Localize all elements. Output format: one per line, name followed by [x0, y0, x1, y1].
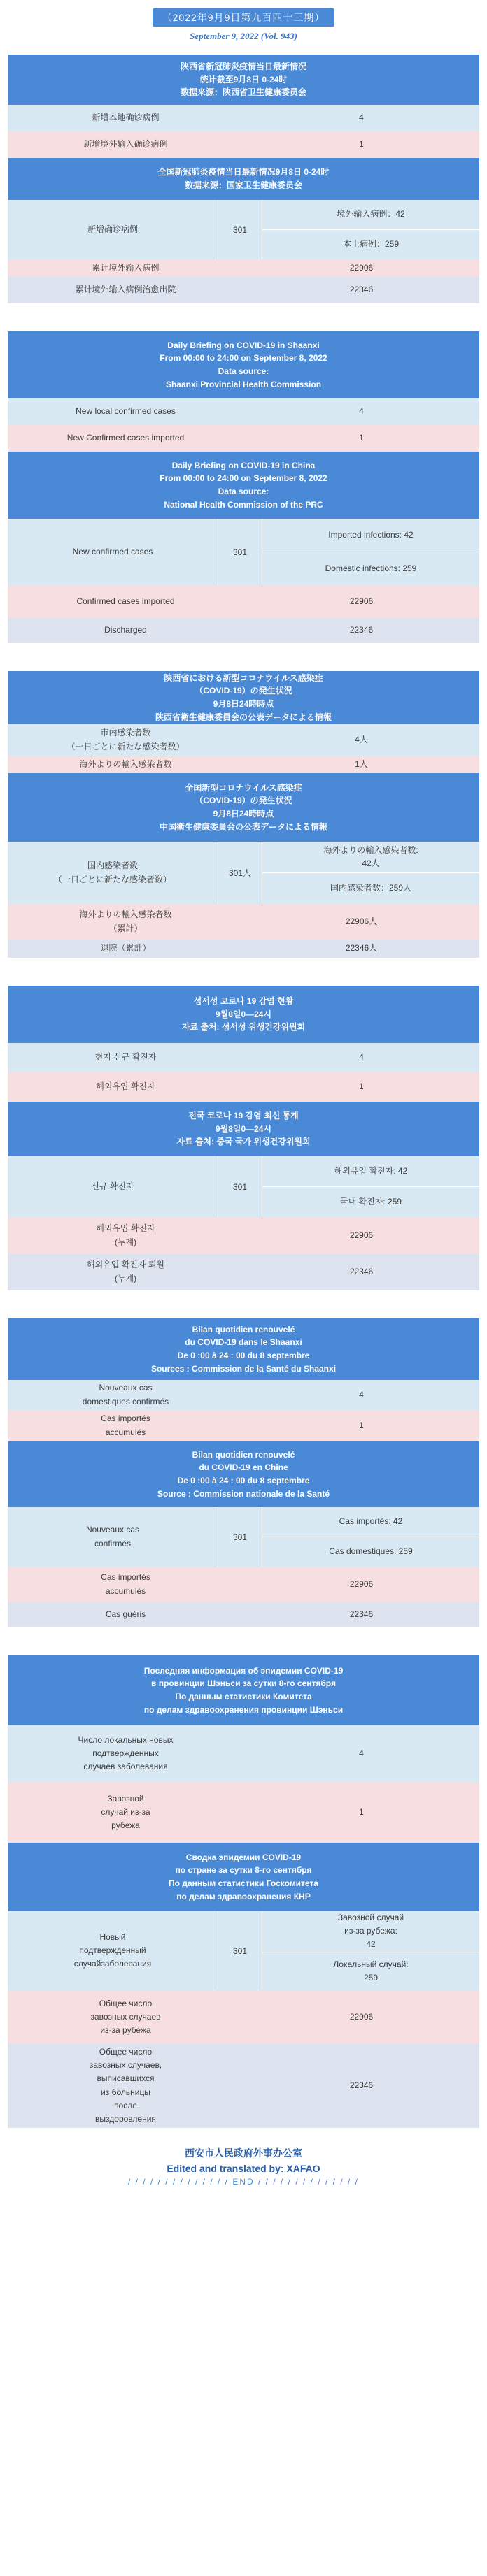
- local-row: [8, 398, 479, 425]
- national-row-label: 退院（累計）: [100, 942, 151, 953]
- national-row-value: 22346: [349, 2080, 374, 2090]
- local-row-label: New Confirmed cases imported: [66, 432, 185, 442]
- section-ko: [8, 986, 479, 1290]
- imported-cases: 해외유입 확진자: 42: [334, 1165, 408, 1176]
- imported-cases: Imported infections: 42: [328, 529, 414, 540]
- local-header: [8, 1318, 479, 1380]
- national-confirmed-row: [8, 1156, 479, 1218]
- section-gap: [0, 958, 487, 986]
- section-fr: [8, 1318, 479, 1627]
- domestic-cases: 국내 확진자: 259: [262, 1186, 479, 1217]
- national-confirmed-total: 301: [218, 1156, 262, 1217]
- national-header-line: From 00:00 to 24:00 on September 8, 2022: [160, 473, 327, 484]
- issue-header: [0, 0, 487, 55]
- local-row: [8, 1043, 479, 1072]
- local-header-line: De 0 :00 à 24 : 00 du 8 septembre: [177, 1351, 310, 1360]
- local-header-line: 陕西省新冠肺炎疫情当日最新情况: [180, 62, 306, 72]
- local-row: [8, 1380, 479, 1411]
- imported-cases: Завозной случай из-за рубежа: 42: [337, 1913, 404, 1950]
- national-confirmed-parts: [262, 519, 479, 585]
- local-row: [8, 1072, 479, 1102]
- national-confirmed-parts: [262, 1911, 479, 1990]
- local-row: [8, 1783, 479, 1843]
- national-confirmed-row: [8, 1911, 479, 1991]
- national-header-line: National Health Commission of the PRC: [164, 499, 323, 510]
- national-header-line: 全国新型コロナウイルス感染症: [185, 782, 302, 793]
- national-row-label: Discharged: [104, 624, 147, 635]
- issue-subtitle: September 9, 2022 (Vol. 943): [190, 31, 297, 41]
- section-gap: [0, 303, 487, 331]
- national-confirmed-label: Новый подтвержденный случайзаболевания: [73, 1931, 152, 1969]
- footer-org: 西安市人民政府外事办公室: [185, 2147, 302, 2159]
- domestic-cases: 本土病例：259: [262, 229, 479, 259]
- national-header-line: 9月8日24時時点: [213, 809, 274, 819]
- national-row: [8, 1602, 479, 1627]
- national-confirmed-label: 新增确诊病例: [87, 224, 138, 234]
- national-confirmed-parts: [262, 200, 479, 259]
- local-row-value: 1: [359, 1420, 364, 1430]
- national-row: [8, 940, 479, 958]
- local-row-label: 현지 신규 확진자: [94, 1051, 157, 1062]
- national-row-value: 22906: [349, 596, 374, 606]
- domestic-cases: Локальный случай: 259: [262, 1952, 479, 1990]
- national-row-value: 22346: [349, 1609, 374, 1619]
- local-header-line: 统计截至9月8日 0-24时: [199, 74, 288, 85]
- imported-cases: Cas importés: 42: [339, 1516, 403, 1527]
- footer: [0, 2146, 487, 2187]
- national-header-line: 전국 코로나 19 감염 최신 통계: [188, 1111, 299, 1121]
- local-header: [8, 986, 479, 1043]
- national-header-line: Daily Briefing on COVID-19 in China: [171, 460, 316, 470]
- national-header: [8, 1441, 479, 1507]
- national-row-label: 해외유입 확진자 퇴원 (누계): [87, 1260, 164, 1283]
- national-confirmed-label: 国内感染者数 （一日ごとに新たな感染者数）: [53, 861, 171, 884]
- national-row-value: 22346: [349, 284, 374, 294]
- national-header-line: 中国衛生健康委員会の公表データによる情報: [159, 821, 327, 832]
- national-row: [8, 2044, 479, 2128]
- local-row: [8, 131, 479, 158]
- local-header: [8, 1655, 479, 1725]
- footer-end: / / / / / / / / / / / / / / END / / / / / / / / / / / / / /: [127, 2177, 360, 2187]
- local-row-label: Число локальных новых подтвержденных случаев заболевания: [78, 1734, 174, 1772]
- national-confirmed-row: [8, 1507, 479, 1567]
- domestic-cases: Domestic infections: 259: [262, 552, 479, 585]
- section-gap: [0, 1290, 487, 1318]
- local-row-value: 1: [359, 1081, 364, 1091]
- national-row-value: 22346人: [345, 942, 378, 953]
- national-header-line: по делам здравоохранения КНР: [176, 1891, 311, 1901]
- local-row-label: 新增境外输入确诊病例: [83, 138, 168, 149]
- national-confirmed-total: 301人: [218, 842, 262, 904]
- national-confirmed-total: 301: [218, 1507, 262, 1567]
- national-header-line: 자료 출처: 중국 국가 위생건강위원회: [176, 1137, 311, 1147]
- local-header: [8, 671, 479, 724]
- national-confirmed-row: [8, 200, 479, 260]
- national-confirmed-parts: [262, 1507, 479, 1567]
- local-row-label: Cas importés accumulés: [101, 1413, 150, 1437]
- local-header-line: по делам здравоохранения провинции Шэньси: [143, 1704, 344, 1715]
- national-row-value: 22906人: [345, 916, 378, 926]
- national-row: [8, 1254, 479, 1290]
- national-header-line: De 0 :00 à 24 : 00 du 8 septembre: [177, 1476, 310, 1485]
- national-confirmed-parts: [262, 1156, 479, 1217]
- national-header: [8, 452, 479, 519]
- national-confirmed-row: [8, 842, 479, 905]
- national-header-line: du COVID-19 en Chine: [199, 1462, 288, 1473]
- national-row-value: 22906: [349, 1578, 374, 1589]
- national-row-label: 海外よりの輸入感染者数 （累計）: [79, 909, 172, 933]
- local-row-label: New local confirmed cases: [76, 405, 176, 416]
- national-header-line: 9월8일0—24시: [215, 1123, 272, 1134]
- national-row-value: 22346: [349, 1266, 374, 1276]
- national-confirmed-label: Nouveaux cas confirmés: [85, 1525, 140, 1548]
- national-confirmed-total: 301: [218, 1911, 262, 1990]
- national-row-label: Confirmed cases imported: [76, 596, 175, 606]
- national-row-label: 累计境外输入病例: [92, 262, 160, 273]
- local-row: [8, 425, 479, 452]
- national-header: [8, 773, 479, 842]
- national-row: [8, 618, 479, 643]
- local-header-line: du COVID-19 dans le Shaanxi: [185, 1337, 302, 1348]
- local-header-line: Последняя информация об эпидемии COVID-19: [143, 1665, 344, 1676]
- local-row-value: 4: [359, 1389, 364, 1399]
- footer-credit: Edited and translated by: XAFAO: [167, 2163, 320, 2174]
- national-row: [8, 277, 479, 303]
- local-row-label: 해외유입 확진자: [96, 1081, 155, 1091]
- section-ja: [8, 671, 479, 958]
- local-header-line: From 00:00 to 24:00 on September 8, 2022: [160, 353, 327, 364]
- domestic-cases: Cas domestiques: 259: [262, 1537, 479, 1567]
- local-row-value: 1: [359, 432, 364, 442]
- local-header-line: （COVID-19）の発生状況: [195, 686, 292, 696]
- issue-tag: （2022年9月9日第九百四十三期）: [153, 8, 335, 27]
- national-row: [8, 586, 479, 618]
- national-row-label: Общее число завозных случаев, выписавшихся из больницы после выздоровления: [89, 2046, 162, 2124]
- national-confirmed-parts: [262, 842, 479, 904]
- national-header-line: Source : Commission nationale de la Santé: [157, 1488, 330, 1499]
- national-header-line: по стране за сутки 8-го сентября: [175, 1865, 312, 1876]
- national-header-line: По данным статистики Госкомитета: [169, 1878, 318, 1888]
- local-header-line: Shaanxi Provincial Health Commission: [165, 379, 322, 389]
- local-row-value: 1人: [355, 758, 368, 769]
- local-row-label: 海外よりの輸入感染者数: [79, 758, 172, 769]
- national-row: [8, 905, 479, 940]
- national-header: [8, 1102, 479, 1156]
- local-header-line: По данным статистики Комитета: [175, 1692, 312, 1701]
- national-row-label: Cas importés accumulés: [101, 1572, 150, 1596]
- local-header-line: в провинции Шэньси за сутки 8-го сентября: [151, 1678, 336, 1689]
- local-header-line: Bilan quotidien renouvelé: [192, 1324, 295, 1334]
- national-row-value: 22906: [349, 1230, 374, 1240]
- imported-cases: 海外よりの輸入感染者数: 42人: [323, 844, 418, 868]
- local-row-value: 4: [359, 112, 364, 122]
- local-row: [8, 105, 479, 131]
- national-header-line: Сводка эпидемии COVID-19: [185, 1852, 302, 1862]
- local-row: [8, 1411, 479, 1441]
- national-header-line: （COVID-19）の発生状況: [195, 796, 292, 806]
- national-row-value: 22346: [349, 624, 374, 635]
- section-en: [8, 331, 479, 643]
- section-zh: [8, 55, 479, 303]
- national-header-line: Data source:: [218, 487, 269, 496]
- local-row: [8, 724, 479, 756]
- local-header-line: Sources : Commission de la Santé du Shaanxi: [150, 1363, 337, 1374]
- local-header-line: 陕西省衛生健康委員会の公表データによる情報: [155, 712, 332, 722]
- national-row-label: 累计境外输入病例治愈出院: [75, 284, 176, 294]
- local-row: [8, 1725, 479, 1783]
- local-row-label: 新增本地确诊病例: [92, 112, 160, 122]
- national-header: [8, 1843, 479, 1911]
- section-gap: [0, 1627, 487, 1655]
- national-row-label: Общее число завозных случаев из-за рубежа: [90, 1998, 161, 2036]
- local-row: [8, 756, 479, 773]
- national-confirmed-label: 신규 확진자: [91, 1181, 134, 1191]
- national-header-line: Bilan quotidien renouvelé: [192, 1449, 295, 1460]
- national-header-line: 数据来源：国家卫生健康委员会: [184, 180, 302, 190]
- national-row: [8, 1567, 479, 1602]
- local-row-label: Завозной случай из-за рубежа: [101, 1793, 150, 1831]
- local-row-value: 4: [359, 405, 364, 416]
- national-row: [8, 1991, 479, 2044]
- national-row-label: Cas guéris: [105, 1609, 146, 1619]
- local-row-label: Nouveaux cas domestiques confirmés: [82, 1383, 169, 1406]
- section-gap: [0, 643, 487, 671]
- national-row-value: 22906: [349, 2011, 374, 2022]
- local-header-line: 섬서성 코로나 19 감염 현황: [193, 996, 294, 1007]
- local-row-value: 4: [359, 1051, 364, 1062]
- local-header-line: 陕西省における新型コロナウイルス感染症: [164, 672, 323, 683]
- local-row-value: 4人: [355, 734, 368, 744]
- local-row-label: 市内感染者数 （一日ごとに新たな感染者数）: [66, 728, 185, 751]
- local-row-value: 1: [359, 1806, 364, 1817]
- local-row-value: 4: [359, 1748, 364, 1758]
- imported-cases: 境外输入病例：42: [337, 209, 405, 220]
- national-confirmed-label: New confirmed cases: [72, 546, 153, 556]
- local-header-line: 자료 출처: 섬서성 위생건강위원회: [181, 1022, 306, 1032]
- national-row-label: 해외유입 확진자 (누계): [96, 1223, 155, 1247]
- local-row-value: 1: [359, 138, 364, 149]
- local-header-line: Data source:: [218, 366, 269, 376]
- local-header-line: 9월8일0—24시: [215, 1009, 272, 1019]
- local-header-line: 9月8日24時時点: [213, 699, 274, 709]
- local-header-line: 数据来源：陕西省卫生健康委员会: [180, 87, 306, 98]
- domestic-cases: 国内感染者数：259人: [262, 872, 479, 904]
- national-header-line: 全国新冠肺炎疫情当日最新情况9月8日 0-24时: [157, 167, 330, 178]
- national-row-value: 22906: [349, 262, 374, 273]
- national-row: [8, 1218, 479, 1254]
- national-confirmed-total: 301: [218, 519, 262, 585]
- national-confirmed-total: 301: [218, 200, 262, 259]
- national-confirmed-row: [8, 519, 479, 586]
- section-ru: [8, 1655, 479, 2128]
- local-header: [8, 331, 479, 398]
- local-header: [8, 55, 479, 105]
- local-header-line: Daily Briefing on COVID-19 in Shaanxi: [167, 340, 320, 350]
- national-row: [8, 260, 479, 277]
- national-header: [8, 158, 479, 200]
